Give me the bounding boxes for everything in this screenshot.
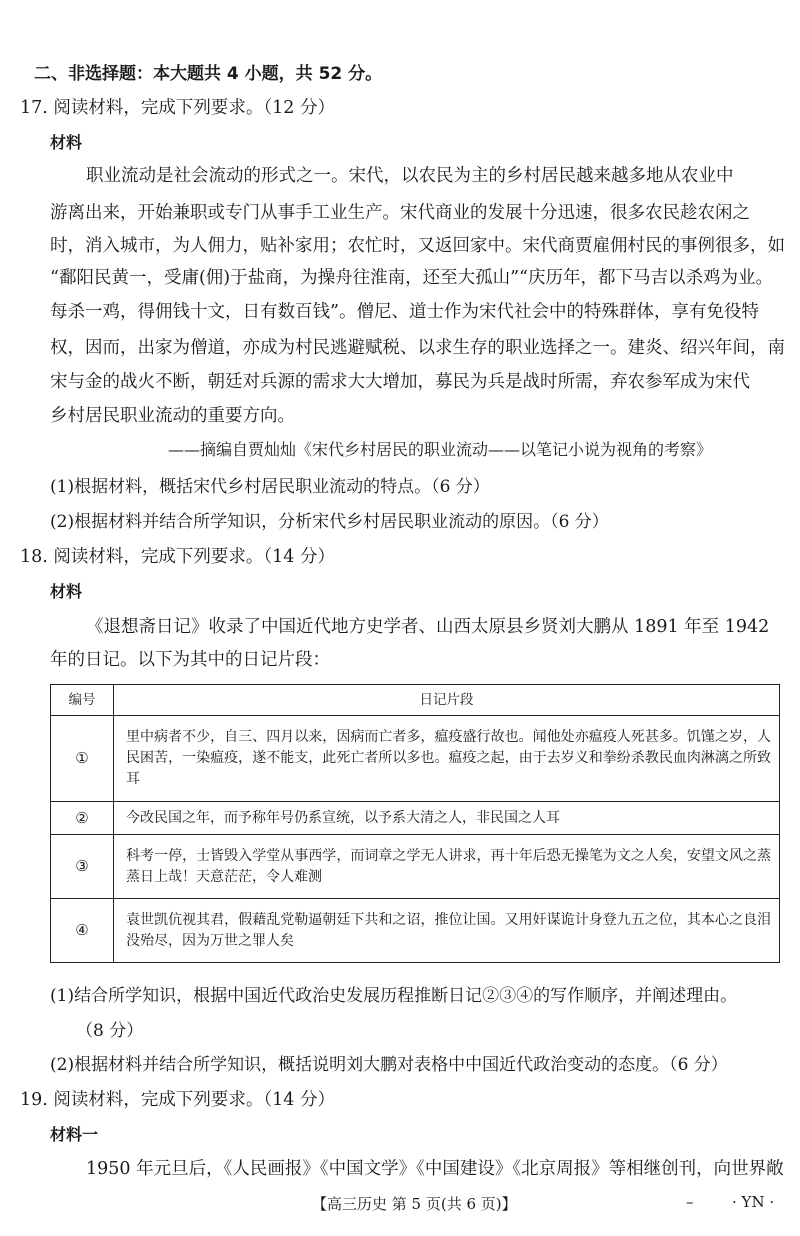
q17-para-line: 权，因而，出家为僧道，亦成为村民逃避赋税、以求生存的职业选择之一。建炎、绍兴年间，南 (50, 338, 785, 358)
q18-sub1-line2: （8 分） (76, 1021, 144, 1041)
q18-title: 18. 阅读材料，完成下列要求。（14 分） (20, 547, 335, 567)
table-row (51, 835, 780, 899)
q17-title: 17. 阅读材料，完成下列要求。（12 分） (20, 98, 335, 118)
table-header-row (51, 685, 780, 716)
row-text: 袁世凯伉视其君，假藉乱党勒逼朝廷下共和之诏，推位让国。又用奸谋诡计身登九五之位，其本心之良泪没殆尽，因为万世之罪人矣 (114, 899, 780, 963)
header-text: 日记片段 (114, 685, 780, 716)
q17-material-label: 材料 (50, 133, 83, 152)
q18-material-label: 材料 (50, 582, 83, 601)
q17-para-line: 乡村居民职业流动的重要方向。 (50, 406, 295, 426)
footer-dash: – (686, 1193, 694, 1211)
table-row (51, 899, 780, 963)
q17-para-line: 职业流动是社会流动的形式之一。宋代，以农民为主的乡村居民越来越多地从农业中 (86, 166, 734, 186)
q17-para-line: “鄱阳民黄一，受庸(佣)于盐商，为操舟往淮南，还至大孤山”“庆历年，都下马吉以杀鸡为业。 (50, 268, 773, 288)
q17-para-line: 每杀一鸡，得佣钱十文，日有数百钱”。僧尼、道士作为宋代社会中的特殊群体，享有免役特 (50, 302, 759, 322)
footer-page-info: 【高三历史 第 5 页(共 6 页)】 (312, 1195, 517, 1213)
q17-para-line: 宋与金的战火不断，朝廷对兵源的需求大大增加，募民为兵是战时所需，弃农参军成为宋代 (50, 372, 750, 392)
q17-source: ——摘编自贾灿灿《宋代乡村居民的职业流动——以笔记小说为视角的考察》 (168, 440, 713, 459)
row-num: ④ (51, 899, 114, 963)
row-num: ① (51, 716, 114, 802)
table-row (51, 802, 780, 835)
footer-code: · YN · (732, 1193, 775, 1211)
q19-material-label: 材料一 (50, 1125, 99, 1144)
q17-para-line: 时，消入城市，为人佣力，贴补家用；农忙时，又返回家中。宋代商贾雇佣村民的事例很多，如 (50, 236, 785, 256)
q18-sub2: (2)根据材料并结合所学知识，概括说明刘大鹏对表格中中国近代政治变动的态度。（6 分） (50, 1055, 728, 1075)
row-text: 里中病者不少，自三、四月以来，因病而亡者多，瘟疫盛行故也。闻他处亦瘟疫人死甚多。饥馑之岁，人民困苦，一染瘟疫，遂不能支，此死亡者所以多也。瘟疫之起，由于去岁义和拳纷杀教民血肉淋漓之所致耳 (114, 716, 780, 802)
q19-title: 19. 阅读材料，完成下列要求。（14 分） (20, 1090, 335, 1110)
q18-intro-line: 年的日记。以下为其中的日记片段： (50, 650, 330, 670)
q17-sub2: (2)根据材料并结合所学知识，分析宋代乡村居民职业流动的原因。（6 分） (50, 512, 609, 532)
q17-sub1: (1)根据材料，概括宋代乡村居民职业流动的特点。（6 分） (50, 477, 490, 497)
row-num: ③ (51, 835, 114, 899)
q18-intro-line: 《退想斋日记》收录了中国近代地方史学者、山西太原县乡贤刘大鹏从 1891 年至 1942 (86, 617, 770, 637)
q17-para-line: 游离出来，开始兼职或专门从事手工业生产。宋代商业的发展十分迅速，很多农民趁农闲之 (50, 203, 750, 223)
section-header: 二、非选择题：本大题共 4 小题，共 52 分。 (34, 64, 383, 84)
row-num: ② (51, 802, 114, 835)
header-num: 编号 (51, 685, 114, 716)
table-row (51, 716, 780, 802)
q18-sub1-line1: (1)结合所学知识，根据中国近代政治史发展历程推断日记②③④的写作顺序，并阐述理由。 (50, 986, 738, 1006)
row-text: 科考一停，士皆毁入学堂从事西学，而词章之学无人讲求，再十年后恐无操笔为文之人矣，安望文风之蒸蒸日上哉！天意茫茫，令人难测 (114, 835, 780, 899)
row-text: 今改民国之年，而予称年号仍系宣统，以予系大清之人，非民国之人耳 (114, 802, 780, 835)
q19-line1: 1950 年元旦后，《人民画报》《中国文学》《中国建设》《北京周报》等相继创刊，向世界敞 (86, 1159, 784, 1179)
diary-table (50, 684, 780, 963)
